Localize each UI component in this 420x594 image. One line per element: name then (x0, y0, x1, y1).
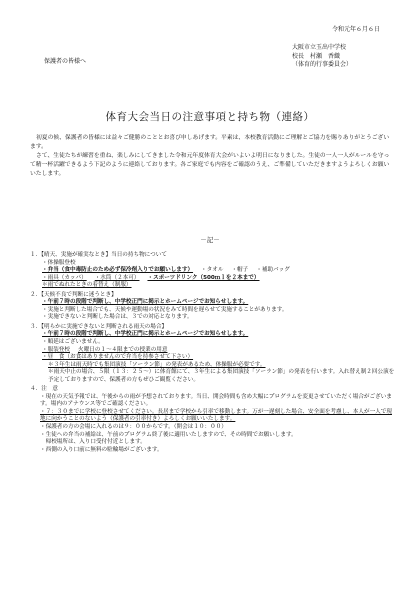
section-2-title: ２．【天候不良で判断に迷うとき】 (30, 291, 117, 298)
list-item: ・タオル (201, 267, 224, 274)
list-item: ＊雨天中止の場合、５限（１３：２５～）に体育館にて、３年生による集団演技「ソーラン節」の発表を行います。入れ替え制２回公演を予定しておりますので、保護者の方もぜひご観覧ください。 (48, 369, 395, 383)
ki-heading: －記－ (200, 236, 220, 244)
list-item: ・雨具（カッパ） (42, 274, 87, 281)
section-1-title: １．【晴天、実施が確実なとき】当日の持ち物について (30, 252, 167, 258)
list-item: 帰校場所は、入り口受付付近とします。 (40, 439, 146, 446)
section-3 (30, 324, 395, 384)
section-3-title: ３．【明らかに実施できないと判断される雨天の場合】 (30, 323, 168, 330)
list-item: 火曜日の１～４限までの授業の用意 (77, 346, 168, 353)
list-row (42, 347, 395, 355)
list-item: ・補助バッグ (256, 267, 290, 274)
list-item: ・弁当（食中毒防止のため必ず保冷剤入りでお願いします） (42, 267, 194, 274)
sender-school: 大阪市立玉出中学校 (292, 44, 347, 51)
section-2 (30, 292, 395, 322)
section-4-title: ４．注 意 (30, 386, 58, 393)
list-item: ・スポーツドリンク（500ｍｌを２本まで） (147, 274, 260, 281)
list-item: ・生徒への弁当の補給は、午前のプログラム終了後に適用いたしますので、その時間でお願いします。 (40, 431, 297, 438)
list-item: ＊３年生は雨天時でも集団演技「ソーラン節」の発表があるため、体操服が必要です。 (48, 361, 266, 368)
intro-paragraph: 初夏の候、保護者の皆様には益々ご健勝のこととお喜び申しあげます。平素は、本校教育活動にご理解とご協力を賜りありがとうございます。 (30, 135, 390, 150)
list-item: ・７：３０までに学校に登校させてください。長居まで学校から引率で移動します。万が一遅刻した場合、安全面を考慮し、本人が一人で現地に向かうことのないよう（保護者の引率付き）よろしくお願いいたします。 (40, 408, 392, 423)
list-item: ・午前７時の段階で判断し、中学校正門に掲示とホームページでお知らせします。 (42, 299, 249, 306)
list-item: ＊雨でぬれたときの着替え（制服） (42, 282, 132, 289)
document-date: 令和元年６月６日 (331, 26, 380, 33)
intro-text (30, 134, 390, 179)
sender-committee: （体育的行事委員会） (292, 61, 353, 69)
list-item: ・実施できないと判断した場合は、３での対応となります。 (42, 314, 193, 321)
intro-paragraph: さて、生徒たちが練習を重ね、楽しみにしてきました令和元年度体育大会がいよいよ明日になりました。生徒の一人一人がルールを守って精一杯活躍できるよう下記のように連絡しております。各ご家庭でも内容をご確認のうえ、ご準備していただきますようよろしくお願いいたします。 (30, 152, 390, 177)
list-item: ・帽子 (231, 267, 249, 274)
list-item: ・昼 食（お食はありませんので弁当を持参させて下さい） (42, 354, 194, 361)
notice-body (30, 252, 395, 456)
list-item: ・水筒（２本可） (94, 274, 140, 281)
list-item: ・実施と判断した場合でも、天候や運動場の状況をみて時間を遅らせて実施することがあります。 (42, 306, 288, 313)
section-4 (30, 386, 395, 454)
list-item: ・保護者の方の会場に入れるのは９：００からです。（開会は１０：００） (40, 424, 227, 431)
list-item: ・午前７時の段階で判断し、中学校正門に掲示とホームページでお知らせします。 (42, 331, 249, 338)
sender-block (292, 44, 352, 70)
list-item: ・現在の天気予報では、午後からの雨が予想されております。当日、開会時間も含め大幅にプログラムを変更させていただく場合がございます。場内のアナウンス等でご確認ください。 (40, 393, 392, 408)
list-item: ・順延はございません。 (42, 339, 104, 346)
list-row (42, 267, 395, 275)
document-title: 体育大会当日の注意事項と持ち物（連絡） (105, 111, 315, 123)
list-item: ・西側の入り口前に無料の駐輪場がございます。 (40, 446, 163, 453)
list-item: ・服装登校 (42, 346, 70, 353)
sender-principal: 校長 村瀬 香織 (292, 52, 341, 60)
addressee: 保護者の皆様へ (44, 58, 87, 65)
section-1 (30, 252, 395, 290)
list-item: ・体操服登校 (42, 259, 76, 266)
